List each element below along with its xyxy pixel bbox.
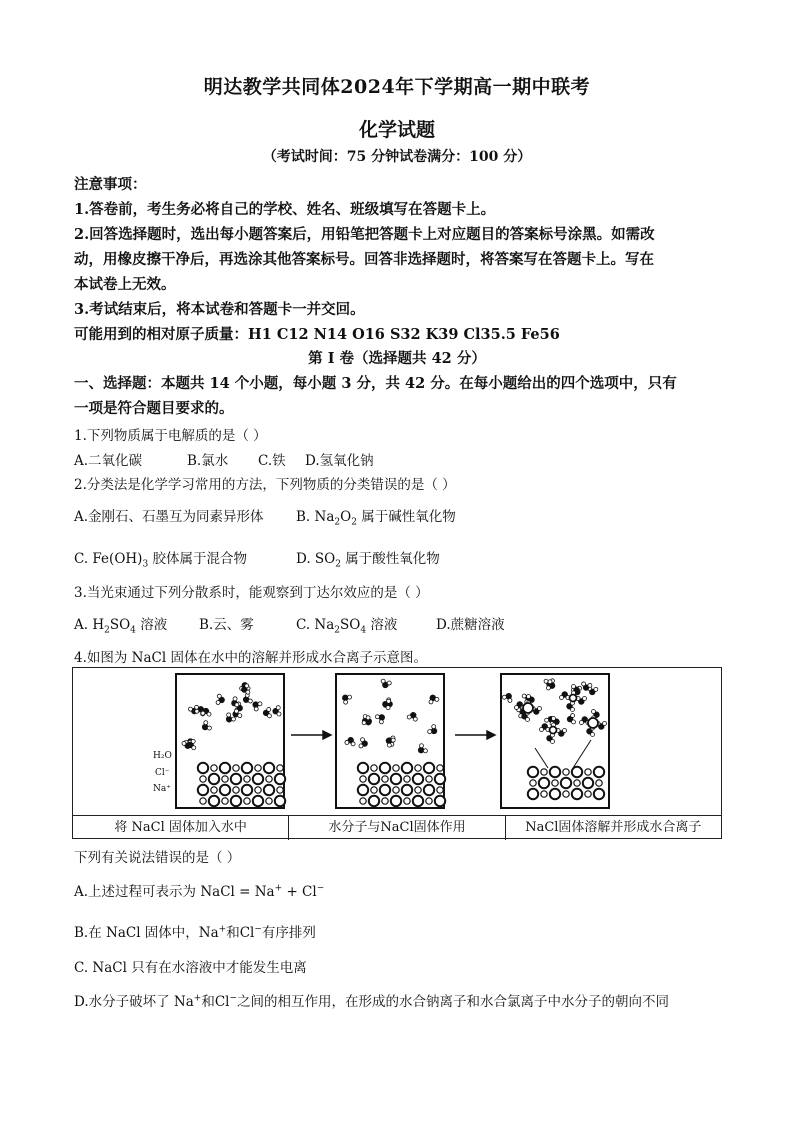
sodium-ion (200, 798, 206, 804)
chloride-ion (380, 763, 390, 773)
chloride-ion (435, 774, 445, 784)
sodium-ion (233, 787, 239, 793)
figure-caption-row (73, 815, 721, 840)
chloride-ion (358, 763, 368, 773)
q2-options-row2 (74, 547, 440, 570)
q4-option-d: D.水分子破坏了 Na+和Cl−之间的相互作用，在形成的水合钠离子和水合氯离子中水分子的朝向不同 (74, 993, 670, 1010)
sodium-ion (552, 780, 558, 786)
water-molecule (359, 737, 369, 749)
chloride-ion (380, 785, 390, 795)
water-molecule (344, 736, 356, 746)
water-molecule (415, 743, 428, 756)
chloride-ion (572, 789, 582, 799)
q1-stem: 1.下列物质属于电解质的是（ ） (74, 428, 267, 444)
water-molecule (566, 701, 574, 711)
chloride-ion (550, 789, 560, 799)
chloride-ion (369, 796, 379, 806)
sodium-ion (437, 765, 443, 771)
sodium-ion (266, 776, 272, 782)
arrow-head-2 (487, 731, 495, 739)
chloride-ion (209, 774, 219, 784)
label-cl: Cl⁻ (155, 768, 170, 778)
sodium-ion (277, 787, 283, 793)
sodium-ion (255, 787, 261, 793)
q1-option-b: B.氯水 (187, 453, 229, 469)
sodium-ion (393, 787, 399, 793)
water-molecule (375, 711, 388, 724)
chloride-ion (275, 796, 285, 806)
part1-title: 第 I 卷（选择题共 42 分） (308, 350, 486, 367)
sodium-ion (244, 798, 250, 804)
q4-question: 下列有关说法错误的是（ ） (74, 850, 241, 866)
q2-option-c: C. $Fe(OH)_3$ 胶体属于混合物 (74, 551, 247, 570)
nacl-lattices (198, 763, 604, 806)
q3-stem: 3.当光束通过下列分散系时，能观察到丁达尔效应的是（ ） (74, 585, 429, 601)
q3-option-c: C. $Na_2SO_4$ 溶液 (296, 617, 398, 636)
sodium-ion (222, 776, 228, 782)
note-item-2-line1: 2.回答选择题时，选出每小题答案后，用铅笔把答题卡上对应题目的答案标号涂黑。如需改 (74, 226, 655, 243)
note-item-2-line2: 动，用橡皮擦干净后，再选涂其他答案标号。回答非选择题时，将答案写在答题卡上。写在 (74, 251, 654, 268)
atomic-mass-line: 可能用到的相对原子质量：H1 C12 N14 O16 S32 K39 Cl35.5 Fe56 (74, 326, 560, 343)
water-molecule (560, 691, 570, 699)
q1-options (74, 449, 374, 469)
chloride-ion (413, 774, 423, 784)
chloride-ion (358, 785, 368, 795)
q3-option-d: D.蔗糖溶液 (436, 617, 505, 633)
water-molecule (427, 724, 440, 737)
hydrated-chloride (523, 703, 533, 713)
hydrated-chloride (588, 718, 598, 728)
q2-option-b: B. $Na_2O_2$ 属于碱性氧化物 (296, 509, 456, 528)
chloride-ion (561, 778, 571, 788)
dissolution-diagram (73, 668, 721, 815)
water-molecule (540, 723, 550, 731)
ion-escape-arrow (573, 740, 591, 768)
chloride-ion (402, 763, 412, 773)
chloride-ion (413, 796, 423, 806)
exam-info: （考试时间：75 分钟试卷满分：100 分） (262, 149, 532, 165)
hydrated-sodium (550, 727, 557, 734)
sodium-ion (244, 776, 250, 782)
chloride-ion (198, 763, 208, 773)
label-h2o: H₂O (153, 751, 172, 761)
sodium-ion (541, 791, 547, 797)
sodium-ion (211, 787, 217, 793)
sodium-ion (211, 765, 217, 771)
chloride-ion (264, 763, 274, 773)
chloride-ion (402, 785, 412, 795)
sodium-ion (233, 765, 239, 771)
q4-option-b: B.在 NaCl 固体中，Na+和Cl−有序排列 (74, 924, 316, 941)
q2-stem: 2.分类法是化学学习常用的方法，下列物质的分类错误的是（ ） (74, 477, 456, 493)
sodium-ion (563, 769, 569, 775)
q4-stem: 4.如图为 NaCl 固体在水中的溶解并形成水合离子示意图。 (74, 650, 427, 666)
sodium-ion (585, 769, 591, 775)
nacl-dissolution-figure (72, 667, 722, 839)
section-instructions-line1: 一、选择题：本题共 14 个小题，每小题 3 分，共 42 分。在每小题给出的四个选项中，只有 (74, 375, 677, 392)
chloride-ion (528, 767, 538, 777)
sodium-ion (574, 780, 580, 786)
sodium-ion (426, 798, 432, 804)
q3-option-a: A. $H_2SO_4$ 溶液 (74, 617, 168, 636)
sodium-ion (371, 787, 377, 793)
sodium-ion (404, 776, 410, 782)
sodium-ion (371, 765, 377, 771)
sodium-ion (415, 765, 421, 771)
section-instructions-line2: 一项是符合题目要求的。 (74, 400, 234, 417)
water-molecule (556, 729, 566, 737)
chloride-ion (539, 778, 549, 788)
sodium-ion (585, 791, 591, 797)
sodium-ion (200, 776, 206, 782)
subject-title: 化学试题 (358, 119, 435, 141)
sodium-ion (437, 787, 443, 793)
chloride-ion (435, 796, 445, 806)
chloride-ion (424, 763, 434, 773)
chloride-ion (231, 774, 241, 784)
q3-options (74, 613, 505, 636)
sodium-ion (382, 798, 388, 804)
chloride-ion (594, 767, 604, 777)
water-molecules (182, 679, 607, 757)
water-molecule (216, 694, 226, 706)
water-molecule (340, 692, 353, 705)
note-item-3: 3.考试结束后，将本试卷和答题卡一并交回。 (74, 301, 365, 318)
chloride-ion (264, 785, 274, 795)
sodium-ion (415, 787, 421, 793)
q2-option-a: A.金刚石、石墨互为同素异形体 (74, 509, 264, 525)
exam-title: 明达教学共同体2024年下学期高一期中联考 (203, 76, 591, 98)
chloride-ion (231, 796, 241, 806)
chloride-ion (583, 778, 593, 788)
water-molecule (272, 705, 281, 716)
q3-option-b: B.云、雾 (199, 617, 254, 633)
label-na: Na⁺ (153, 784, 171, 794)
chloride-ion (391, 796, 401, 806)
water-molecule (241, 693, 253, 706)
water-molecule (200, 720, 213, 733)
chloride-ion (391, 774, 401, 784)
chloride-ion (572, 767, 582, 777)
sodium-ion (530, 780, 536, 786)
caption-stage-3: NaCl固体溶解并形成水合离子 (525, 820, 702, 835)
sodium-ion (382, 776, 388, 782)
chloride-ion (424, 785, 434, 795)
sodium-ion (393, 765, 399, 771)
water-molecule (576, 697, 586, 705)
q1-option-c: C.铁 (258, 453, 286, 469)
chloride-ion (242, 785, 252, 795)
sodium-ion (596, 780, 602, 786)
chloride-ion (253, 796, 263, 806)
chloride-ion (594, 789, 604, 799)
chloride-ion (198, 785, 208, 795)
q4-option-a: A.上述过程可表示为 NaCl = Na+ + Cl− (74, 883, 325, 900)
sodium-ion (222, 798, 228, 804)
water-molecule (262, 707, 271, 718)
chloride-ion (275, 774, 285, 784)
chloride-ion (528, 789, 538, 799)
water-molecule (566, 713, 576, 724)
water-molecule (379, 679, 391, 690)
caption-stage-1: 将 NaCl 固体加入水中 (73, 816, 289, 840)
note-item-2-line3: 本试卷上无效。 (74, 276, 176, 293)
chloride-ion (209, 796, 219, 806)
q2-options-row1 (74, 505, 456, 528)
chloride-ion (220, 785, 230, 795)
chloride-ion (242, 763, 252, 773)
water-molecule (502, 691, 515, 703)
caption-stage-2: 水分子与NaCl固体作用 (289, 816, 505, 840)
chloride-ion (220, 763, 230, 773)
q1-option-d: D.氢氧化钠 (305, 453, 374, 469)
sodium-ion (426, 776, 432, 782)
notes-heading: 注意事项： (74, 176, 147, 193)
water-molecule (427, 693, 440, 705)
hydrated-sodium (570, 695, 577, 702)
note-item-1: 1.答卷前，考生务必将自己的学校、姓名、班级填写在答题卡上。 (74, 201, 496, 218)
arrow-head-1 (323, 731, 331, 739)
sodium-ion (277, 765, 283, 771)
q2-option-d: D. $SO_2$ 属于酸性氧化物 (296, 551, 440, 570)
chloride-ion (253, 774, 263, 784)
sodium-ion (563, 791, 569, 797)
q4-option-c: C. NaCl 只有在水溶液中才能发生电离 (74, 960, 307, 976)
sodium-ion (360, 798, 366, 804)
q1-option-a: A.二氧化碳 (74, 453, 143, 469)
chloride-ion (369, 774, 379, 784)
sodium-ion (404, 798, 410, 804)
water-molecule (407, 710, 420, 721)
sodium-ion (541, 769, 547, 775)
ion-escape-arrow (535, 748, 548, 768)
chloride-ion (550, 767, 560, 777)
sodium-ion (266, 798, 272, 804)
water-molecule (546, 733, 554, 743)
sodium-ion (255, 765, 261, 771)
sodium-ion (360, 776, 366, 782)
